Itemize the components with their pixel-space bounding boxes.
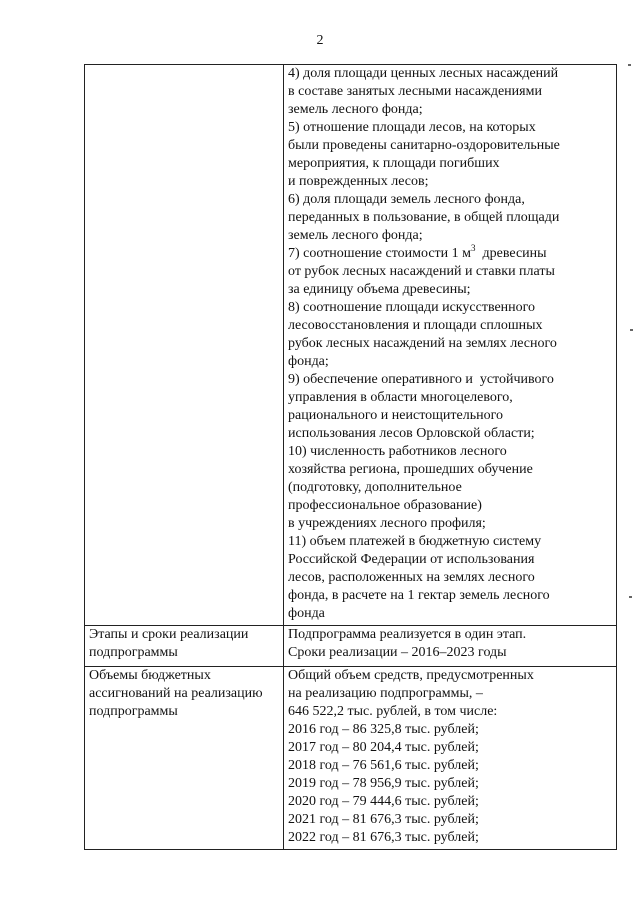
indicator-line: земель лесного фонда;: [288, 102, 423, 117]
table-row: [85, 65, 617, 626]
funding-year-line: 2017 год – 80 204,4 тыс. рублей;: [288, 740, 479, 755]
funding-line: Общий объем средств, предусмотренных: [288, 668, 534, 683]
funding-year-line: 2019 год – 78 956,9 тыс. рублей;: [288, 776, 479, 791]
indicator-line: 4) доля площади ценных лесных насаждений: [288, 66, 559, 81]
indicator-line: 9) обеспечение оперативного и устойчивого: [288, 372, 554, 387]
cubic-superscript: 3: [471, 243, 476, 253]
indicator-line: за единицу объема древесины;: [288, 282, 471, 297]
indicator-line: рационального и неистощительного: [288, 408, 503, 423]
indicator-line: лесов, расположенных на землях лесного: [288, 570, 535, 585]
table-row: [85, 626, 617, 667]
indicator-line: переданных в пользование, в общей площади: [288, 210, 560, 225]
scan-speck: [628, 64, 631, 66]
indicator-line: мероприятия, к площади погибших: [288, 156, 500, 171]
row-label-cell-empty: [85, 65, 284, 626]
indicator-line: использования лесов Орловской области;: [288, 426, 535, 441]
indicator-line: 11) объем платежей в бюджетную систему: [288, 534, 542, 549]
table-row: [85, 667, 617, 850]
stages-value-cell: [284, 626, 617, 667]
indicator-line: фонда, в расчете на 1 гектар земель лесного: [288, 588, 550, 603]
stages-label: подпрограммы: [89, 645, 178, 660]
indicator-line: земель лесного фонда;: [288, 228, 423, 243]
indicator-line: управления в области многоцелевого,: [288, 390, 513, 405]
stages-label-cell: [85, 626, 284, 667]
stages-value: Подпрограмма реализуется в один этап.: [288, 627, 527, 642]
funding-value-cell: [284, 667, 617, 850]
indicator-line: были проведены санитарно-оздоровительные: [288, 138, 560, 153]
indicator-line: профессиональное образование): [288, 498, 482, 513]
indicator-line: от рубок лесных насаждений и ставки платы: [288, 264, 555, 279]
funding-year-line: 2022 год – 81 676,3 тыс. рублей;: [288, 830, 479, 845]
subprogram-passport-table: [84, 64, 617, 850]
funding-label: подпрограммы: [89, 704, 178, 719]
indicator-line: в учреждениях лесного профиля;: [288, 516, 486, 531]
indicator-7-text: 7) соотношение стоимости 1 м: [288, 246, 472, 261]
indicator-line: Российской Федерации от использования: [288, 552, 535, 567]
indicator-line: лесовосстановления и площади сплошных: [288, 318, 543, 333]
funding-line: 646 522,2 тыс. рублей, в том числе:: [288, 704, 498, 719]
indicator-line: хозяйства региона, прошедших обучение: [288, 462, 533, 477]
funding-line: на реализацию подпрограммы, –: [288, 686, 483, 701]
indicator-line: и поврежденных лесов;: [288, 174, 429, 189]
indicator-line: 6) доля площади земель лесного фонда,: [288, 192, 525, 207]
scan-speck: [630, 329, 633, 331]
funding-year-line: 2021 год – 81 676,3 тыс. рублей;: [288, 812, 479, 827]
indicators-cell: [284, 65, 617, 626]
indicator-line: рубок лесных насаждений на землях лесного: [288, 336, 557, 351]
funding-label: ассигнований на реализацию: [89, 686, 263, 701]
indicator-7-text-end: древесины: [475, 246, 547, 261]
stages-value: Сроки реализации – 2016–2023 годы: [288, 645, 507, 660]
funding-year-line: 2016 год – 86 325,8 тыс. рублей;: [288, 722, 479, 737]
funding-year-line: 2020 год – 79 444,6 тыс. рублей;: [288, 794, 479, 809]
stages-label: Этапы и сроки реализации: [89, 627, 249, 642]
indicator-line: в составе занятых лесными насаждениями: [288, 84, 542, 99]
funding-label-cell: [85, 667, 284, 850]
funding-label: Объемы бюджетных: [89, 668, 211, 683]
page-number: 2: [316, 33, 324, 48]
indicator-line: (подготовку, дополнительное: [288, 480, 462, 495]
indicator-line: 8) соотношение площади искусственного: [288, 300, 536, 315]
indicator-line: фонда;: [288, 354, 329, 369]
scan-speck: [629, 596, 632, 598]
indicator-line: фонда: [288, 606, 325, 621]
indicator-7-line-1: [288, 245, 613, 263]
indicator-line: 10) численность работников лесного: [288, 444, 507, 459]
indicator-line: 5) отношение площади лесов, на которых: [288, 120, 536, 135]
funding-year-line: 2018 год – 76 561,6 тыс. рублей;: [288, 758, 479, 773]
